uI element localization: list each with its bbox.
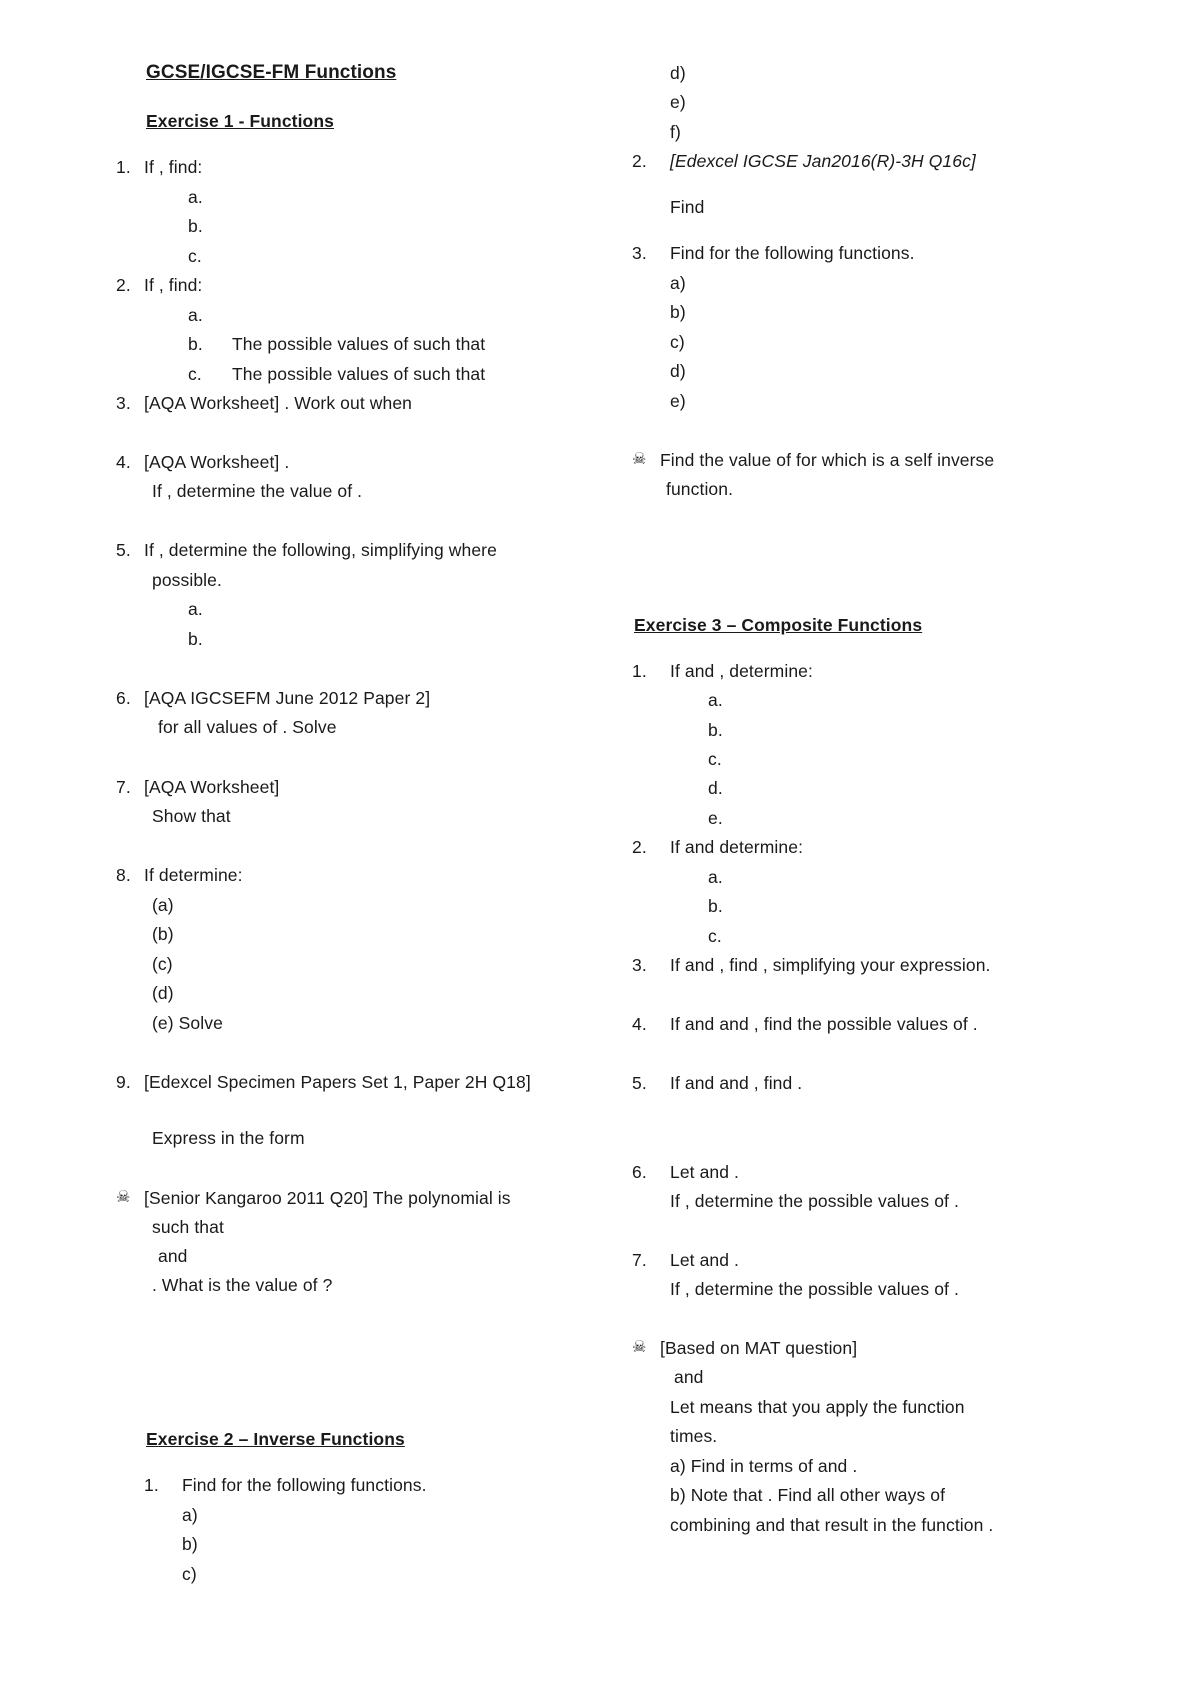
ex2-q3-part-a: a) <box>670 273 686 293</box>
q4-line2: If , determine the value of . <box>152 481 363 501</box>
q5-part-b: b. <box>188 629 203 649</box>
ex3-q6-text: Let and . <box>670 1162 740 1182</box>
q3-text: [AQA Worksheet] . Work out when <box>144 393 412 413</box>
q8-part-c: (c) <box>152 954 173 974</box>
q10-line3: and <box>158 1246 188 1266</box>
ex2-q2-line2: Find <box>670 197 705 217</box>
ex3-q3-number: 3. <box>632 955 647 975</box>
ex3-q7-line2: If , determine the possible values of . <box>670 1279 959 1299</box>
ex2-q3-part-d: d) <box>670 361 686 381</box>
ex3-q1-part-d: d. <box>708 778 723 798</box>
ex2-q1-part-f: f) <box>670 122 681 142</box>
exercise-1-heading: Exercise 1 - Functions <box>146 111 334 131</box>
ex2-q1-part-d: d) <box>670 63 686 83</box>
q2-part-a: a. <box>188 305 203 325</box>
skull-icon: ☠ <box>632 451 647 468</box>
ex2-q3-part-e: e) <box>670 391 686 411</box>
ex2-q3-part-b: b) <box>670 302 686 322</box>
ex3-q3-text: If and , find , simplifying your expression. <box>670 955 991 975</box>
ex2-q3-number: 3. <box>632 243 647 263</box>
q1-part-b: b. <box>188 216 203 236</box>
q10-line4: . What is the value of ? <box>152 1275 333 1295</box>
skull-icon: ☠ <box>632 1339 647 1356</box>
ex2-q1-part-b: b) <box>182 1534 198 1554</box>
ex3-q4-number: 4. <box>632 1014 647 1034</box>
ex3-q1-part-e: e. <box>708 808 723 828</box>
q8-part-a: (a) <box>152 895 174 915</box>
exercise-2-heading: Exercise 2 – Inverse Functions <box>146 1429 405 1449</box>
ex3-q1-number: 1. <box>632 661 647 681</box>
ex3-q2-text: If and determine: <box>670 837 804 857</box>
ex3-q1-part-b: b. <box>708 720 723 740</box>
q2-number: 2. <box>116 275 131 295</box>
ex3-q2-part-c: c. <box>708 926 722 946</box>
q6-line2: for all values of . Solve <box>158 717 337 737</box>
q2-part-c: c. <box>188 364 202 384</box>
ex3-q8-text: [Based on MAT question] <box>660 1338 858 1358</box>
q1-part-a: a. <box>188 187 203 207</box>
ex3-q6-line2: If , determine the possible values of . <box>670 1191 959 1211</box>
q5-line2: possible. <box>152 570 222 590</box>
q2-part-b-text: The possible values of such that <box>232 334 486 354</box>
ex3-q2-part-a: a. <box>708 867 723 887</box>
ex2-q1-part-a: a) <box>182 1505 198 1525</box>
page-title: GCSE/IGCSE-FM Functions <box>146 62 397 83</box>
ex3-q8-line5: a) Find in terms of and . <box>670 1456 858 1476</box>
ex3-q8-line2: and <box>674 1367 704 1387</box>
q2-part-c-text: The possible values of such that <box>232 364 486 384</box>
q9-number: 9. <box>116 1072 131 1092</box>
ex3-q5-text: If and and , find . <box>670 1073 803 1093</box>
ex2-q1-part-c: c) <box>182 1564 197 1584</box>
q10-line2: such that <box>152 1217 224 1237</box>
q8-text: If determine: <box>144 865 243 885</box>
q9-line2: Express in the form <box>152 1128 305 1148</box>
ex3-q1-part-a: a. <box>708 690 723 710</box>
ex2-q2-number: 2. <box>632 151 647 171</box>
q3-number: 3. <box>116 393 131 413</box>
ex3-q6-number: 6. <box>632 1162 647 1182</box>
q5-number: 5. <box>116 540 131 560</box>
q9-text: [Edexcel Specimen Papers Set 1, Paper 2H Q18] <box>144 1072 531 1092</box>
ex3-q2-number: 2. <box>632 837 647 857</box>
q7-number: 7. <box>116 777 131 797</box>
q6-number: 6. <box>116 688 131 708</box>
q2-part-b: b. <box>188 334 203 354</box>
ex3-q8-line7: combining and that result in the function . <box>670 1515 994 1535</box>
q1-part-c: c. <box>188 246 202 266</box>
ex3-q2-part-b: b. <box>708 896 723 916</box>
q5-part-a: a. <box>188 599 203 619</box>
q10-text: [Senior Kangaroo 2011 Q20] The polynomial is <box>144 1188 511 1208</box>
q8-part-b: (b) <box>152 924 174 944</box>
ex2-q3-part-c: c) <box>670 332 685 352</box>
ex3-q8-line6: b) Note that . Find all other ways of <box>670 1485 946 1505</box>
ex3-q8-line3: Let means that you apply the function <box>670 1397 965 1417</box>
q2-text: If , find: <box>144 275 203 295</box>
q5-text: If , determine the following, simplifying where <box>144 540 497 560</box>
ex2-q4-text: Find the value of for which is a self inverse <box>660 450 995 470</box>
q8-part-d: (d) <box>152 983 174 1003</box>
q8-number: 8. <box>116 865 131 885</box>
q7-text: [AQA Worksheet] <box>144 777 280 797</box>
ex3-q5-number: 5. <box>632 1073 647 1093</box>
q1-text: If , find: <box>144 157 203 177</box>
q8-part-e: (e) Solve <box>152 1013 223 1033</box>
ex2-q1-text: Find for the following functions. <box>182 1475 427 1495</box>
ex2-q2-text: [Edexcel IGCSE Jan2016(R)-3H Q16c] <box>670 151 976 171</box>
skull-icon: ☠ <box>116 1189 131 1206</box>
ex3-q8-line4: times. <box>670 1426 718 1446</box>
ex2-q1-number: 1. <box>144 1475 159 1495</box>
ex3-q1-part-c: c. <box>708 749 722 769</box>
q6-text: [AQA IGCSEFM June 2012 Paper 2] <box>144 688 431 708</box>
q4-number: 4. <box>116 452 131 472</box>
ex3-q1-text: If and , determine: <box>670 661 813 681</box>
ex2-q4-line2: function. <box>666 479 734 499</box>
ex3-q7-number: 7. <box>632 1250 647 1270</box>
q4-text: [AQA Worksheet] . <box>144 452 290 472</box>
q7-line2: Show that <box>152 806 231 826</box>
ex3-q4-text: If and and , find the possible values of . <box>670 1014 978 1034</box>
ex2-q3-text: Find for the following functions. <box>670 243 915 263</box>
q1-number: 1. <box>116 157 131 177</box>
exercise-3-heading: Exercise 3 – Composite Functions <box>634 615 923 635</box>
ex2-q1-part-e: e) <box>670 92 686 112</box>
ex3-q7-text: Let and . <box>670 1250 740 1270</box>
